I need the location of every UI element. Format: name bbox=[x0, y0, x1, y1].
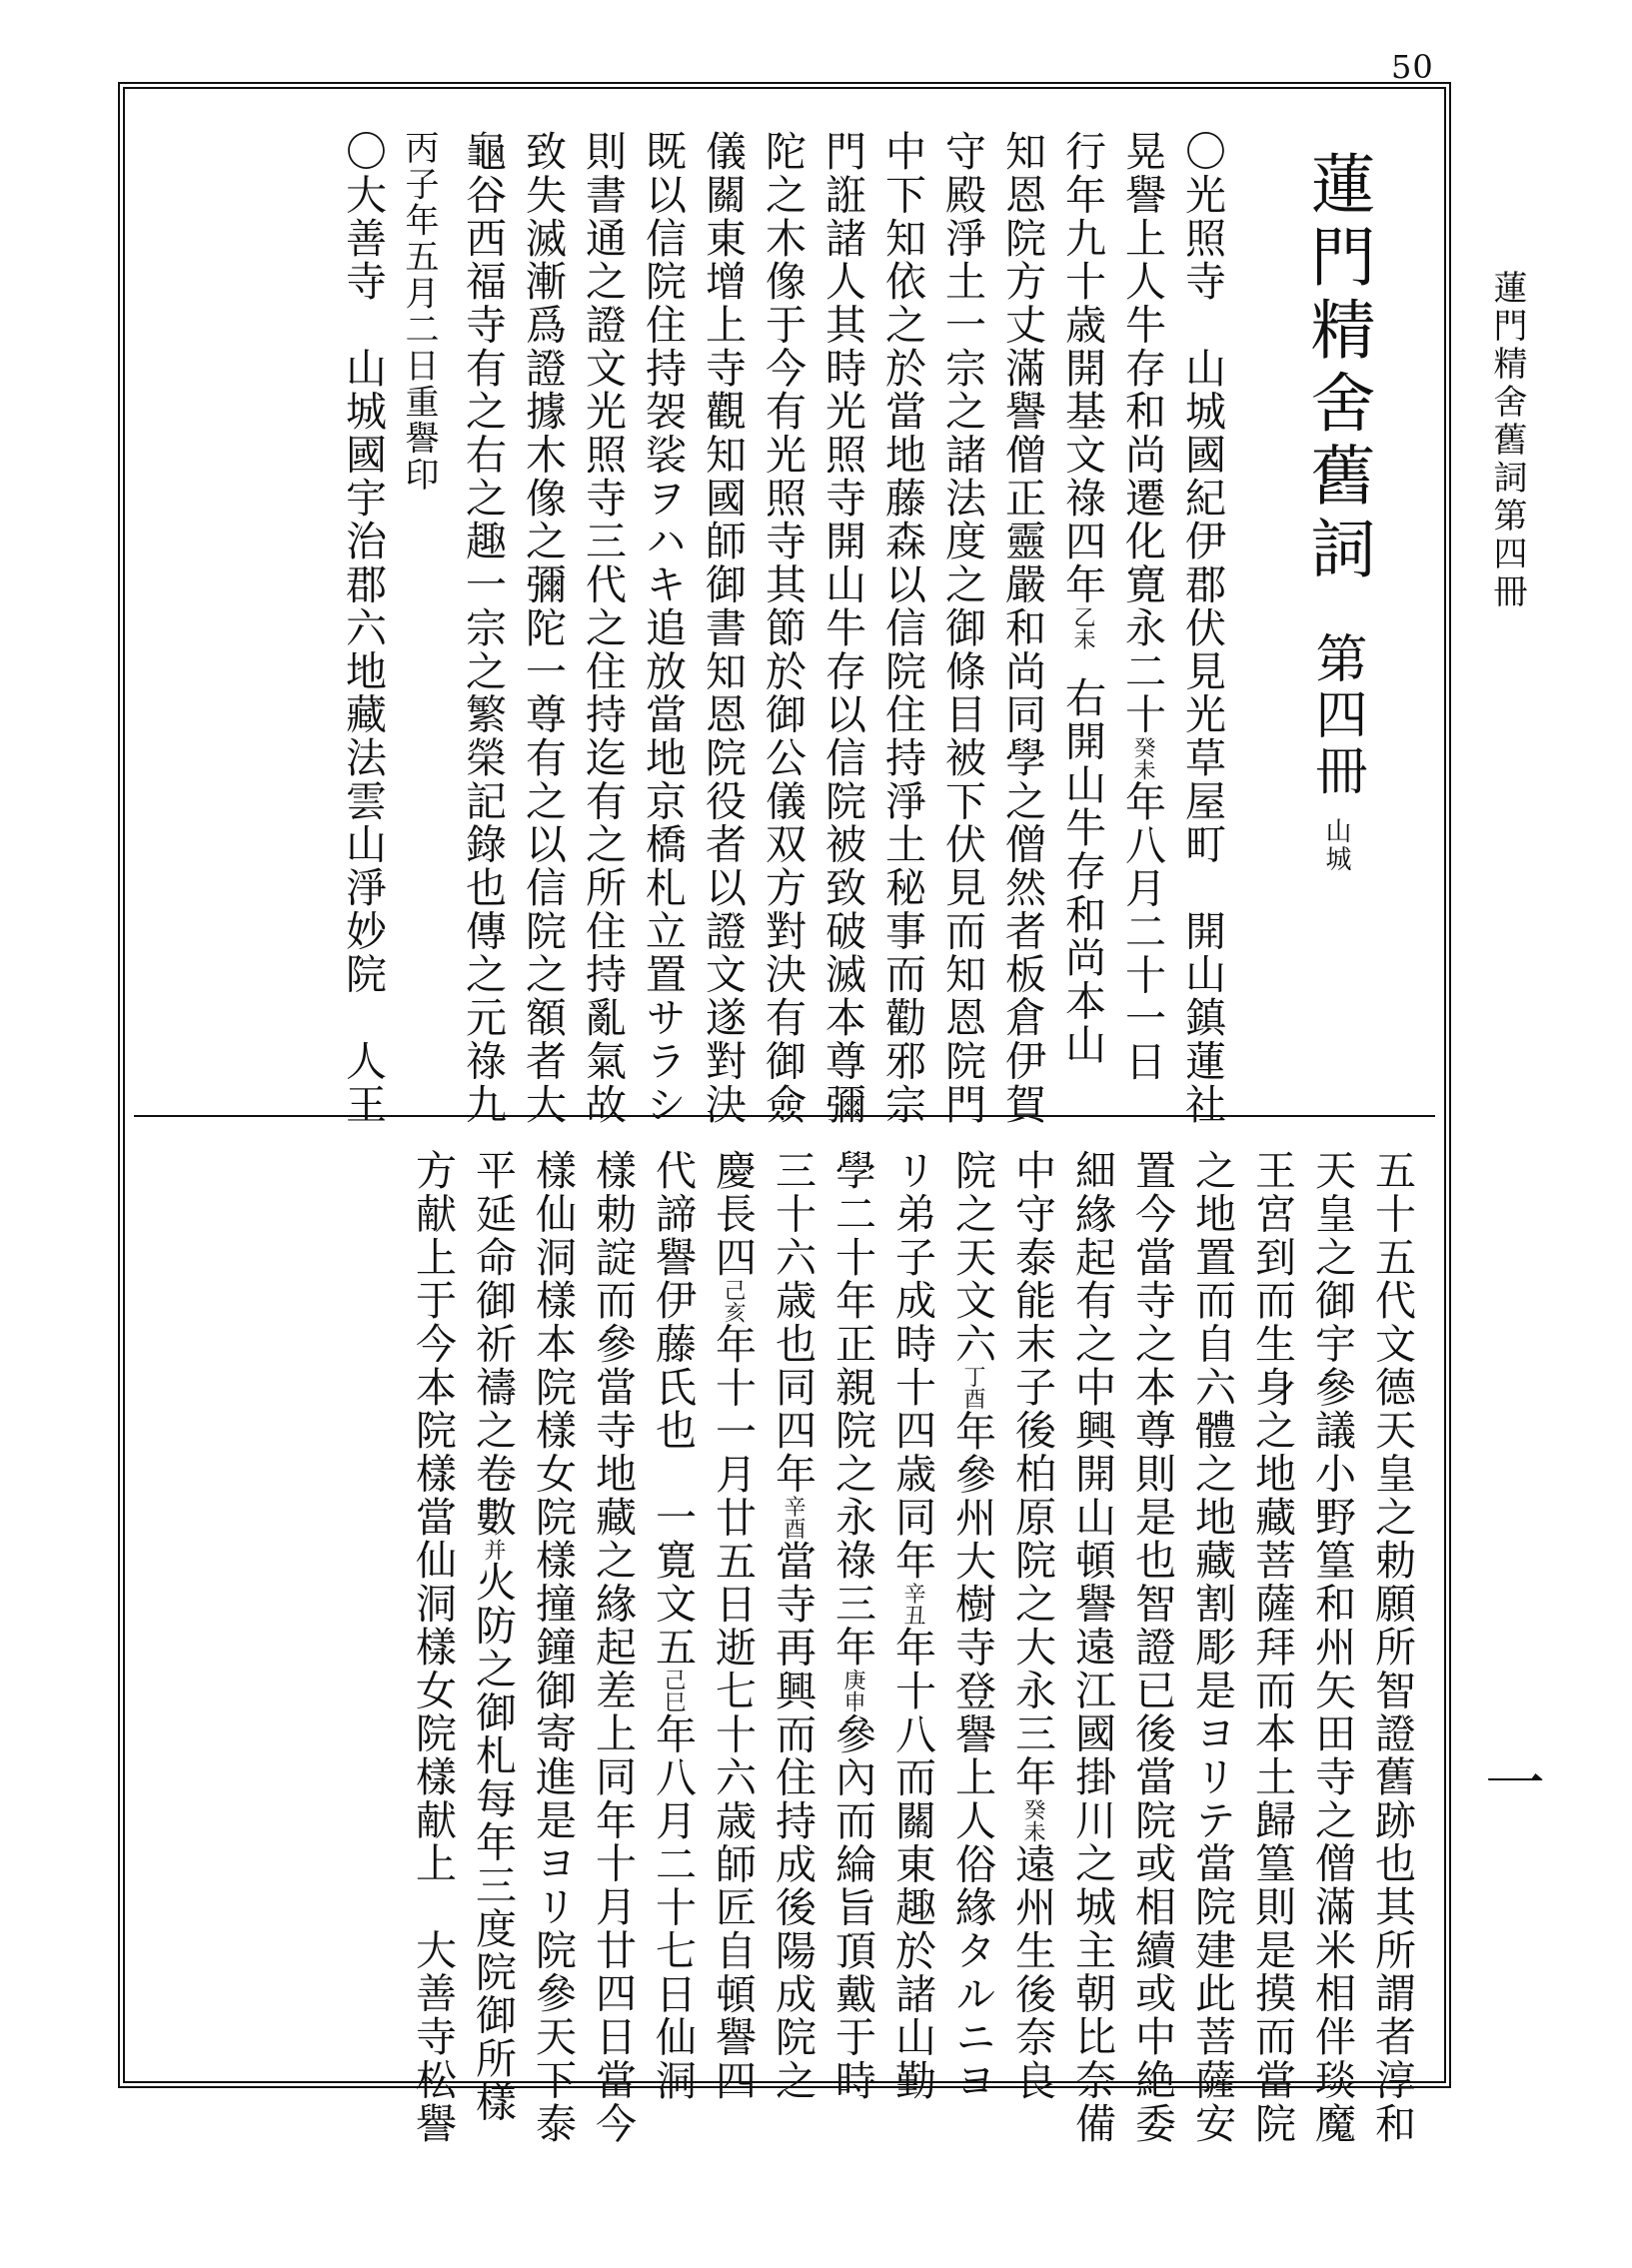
lower-column-16-text: 平延命御祈禱之卷數 bbox=[469, 1149, 517, 1540]
book-title-column bbox=[1299, 150, 1374, 874]
upper-column-6: 中下知依之於當地藤森以信院住持淨土秘事而勸邪宗 bbox=[878, 130, 926, 1127]
province-label: 山城 bbox=[1321, 817, 1351, 874]
lower-column-7-note: 癸未 bbox=[1020, 1798, 1045, 1843]
running-head: 蓮門精舍舊詞第四冊 bbox=[1487, 270, 1527, 611]
lower-column-7-rest: 遠州生後奈良 bbox=[1008, 1842, 1056, 2103]
upper-column-2-rest: 年八月二十一日 bbox=[1118, 779, 1166, 1084]
upper-column-3 bbox=[1058, 130, 1106, 1067]
lower-column-11 bbox=[769, 1149, 816, 2103]
lower-column-8-text: 院之天文六 bbox=[948, 1149, 996, 1366]
lower-column-12-text: 慶長四 bbox=[709, 1149, 757, 1280]
lower-column-10-text: 學二十年正親院之永祿三年 bbox=[828, 1149, 876, 1670]
lower-column-14: 樣勅諚而參當寺地藏之緣起差上同年十月廿四日當今 bbox=[589, 1149, 637, 2146]
upper-column-2-note: 癸未 bbox=[1130, 735, 1155, 780]
upper-column-2 bbox=[1118, 130, 1166, 1084]
lower-column-7 bbox=[1008, 1149, 1056, 2103]
lower-column-8 bbox=[948, 1149, 996, 2103]
lower-column-9 bbox=[888, 1149, 936, 2103]
lower-column-10-rest: 參內而綸旨頂戴于時 bbox=[828, 1712, 876, 2103]
lower-column-11-text: 三十六歳也同四年 bbox=[769, 1149, 816, 1496]
lower-column-10 bbox=[828, 1149, 876, 2103]
upper-column-4: 知恩院方丈滿譽僧正靈嚴和尚同學之僧然者板倉伊賀 bbox=[998, 130, 1046, 1127]
upper-column-15: 〇大善寺 山城國宇治郡六地藏法雲山淨妙院 人王 bbox=[339, 130, 387, 1127]
lower-column-10-note: 庚申 bbox=[840, 1669, 865, 1713]
lower-column-11-note: 辛酉 bbox=[781, 1495, 806, 1540]
lower-column-8-note: 丁酉 bbox=[960, 1365, 985, 1410]
lower-column-16-note: 并 bbox=[481, 1539, 506, 1562]
lower-column-2: 天皇之御宇參議小野篁和州矢田寺之僧滿米相伴琰魔 bbox=[1308, 1149, 1356, 2146]
upper-column-13: 龜谷西福寺有之右之趣一宗之繁榮記錄也傳之元祿九 bbox=[459, 130, 507, 1127]
lower-column-13-rest: 年八月二十七日仙洞 bbox=[649, 1712, 697, 2103]
upper-column-3-rest: 右開山牛存和尚本山 bbox=[1058, 675, 1106, 1067]
lower-column-9-text: リ弟子成時十四歳同年 bbox=[888, 1149, 936, 1583]
lower-column-12 bbox=[709, 1149, 757, 2103]
lower-column-16-rest: 火防之御札每年三度院御所樣 bbox=[469, 1561, 517, 2124]
lower-column-11-rest: 當寺再興而住持成後陽成院之 bbox=[769, 1539, 816, 2103]
upper-column-1: 〇光照寺 山城國紀伊郡伏見光草屋町 開山鎮蓮社 bbox=[1178, 130, 1226, 1127]
upper-column-8: 陀之木像于今有光照寺其節於御公儀双方對決有御僉 bbox=[759, 130, 807, 1127]
lower-column-13 bbox=[649, 1149, 697, 2103]
lower-column-9-rest: 年十八而關東趣於諸山勤 bbox=[888, 1626, 936, 2103]
page-number: 50 bbox=[1391, 48, 1434, 86]
lower-column-3: 王宮到而生身之地藏菩薩拜而本土歸篁則是摸而當院 bbox=[1248, 1149, 1296, 2146]
volume-label: 第四冊 bbox=[1306, 631, 1366, 799]
upper-column-12: 致失滅漸爲證據木像之彌陀一尊有之以信院之額者大 bbox=[519, 130, 567, 1127]
upper-column-9: 儀關東增上寺觀知國師御書知恩院役者以證文遂對決 bbox=[699, 130, 747, 1127]
book-title: 蓮門精舍舊詞 bbox=[1299, 150, 1374, 587]
lower-column-13-text: 代諦譽伊藤氏也 一寛文五 bbox=[649, 1149, 697, 1670]
lower-column-12-rest: 年十一月廿五日逝七十六歳師匠自頓譽四 bbox=[709, 1323, 757, 2103]
lower-column-6: 細緣起有之中興開山頓譽遠江國掛川之城主朝比奈備 bbox=[1068, 1149, 1116, 2146]
upper-column-2-text: 晃譽上人牛存和尚遷化寛永二十 bbox=[1118, 130, 1166, 736]
lower-column-12-note: 己亥 bbox=[721, 1279, 746, 1324]
lower-column-15: 樣仙洞樣本院樣女院樣撞鐘御寄進是ヨリ院參天下泰 bbox=[529, 1149, 577, 2146]
upper-column-11: 則書通之證文光照寺三代之住持迄有之所住持亂氣故 bbox=[579, 130, 627, 1127]
lower-column-16 bbox=[469, 1149, 517, 2124]
lower-column-13-note: 己巳 bbox=[661, 1669, 686, 1713]
upper-column-14: 丙子年五月二日重譽印 bbox=[399, 130, 439, 494]
upper-column-3-text: 行年九十歳開基文祿四年 bbox=[1058, 130, 1106, 606]
side-mark: 一 bbox=[1485, 1749, 1545, 1819]
lower-column-4: 之地置而自六體之地藏割彫是ヨリテ當院建此菩薩安 bbox=[1188, 1149, 1236, 2146]
lower-column-1: 五十五代文德天皇之勅願所智證舊跡也其所謂者淳和 bbox=[1368, 1149, 1416, 2146]
lower-column-5: 置今當寺之本尊則是也智證已後當院或相續或中絶委 bbox=[1128, 1149, 1176, 2146]
upper-column-3-note: 乙未 bbox=[1070, 605, 1095, 650]
lower-column-8-rest: 年參州大樹寺登譽上人俗緣タルニヨ bbox=[948, 1409, 996, 2103]
lower-column-9-note: 辛丑 bbox=[900, 1582, 925, 1627]
upper-column-7: 門誑諸人其時光照寺開山牛存以信院被致破滅本尊彌 bbox=[818, 130, 866, 1127]
upper-column-10: 既以信院住持袈裟ヲハキ追放當地京橋札立置サラシ bbox=[639, 130, 687, 1127]
lower-column-7-text: 中守泰能末子後柏原院之大永三年 bbox=[1008, 1149, 1056, 1799]
lower-column-17: 方献上于今本院樣當仙洞樣女院樣献上 大善寺松譽 bbox=[409, 1149, 457, 2146]
upper-column-5: 守殿淨土一宗之諸法度之御條目被下伏見而知恩院門 bbox=[938, 130, 986, 1127]
